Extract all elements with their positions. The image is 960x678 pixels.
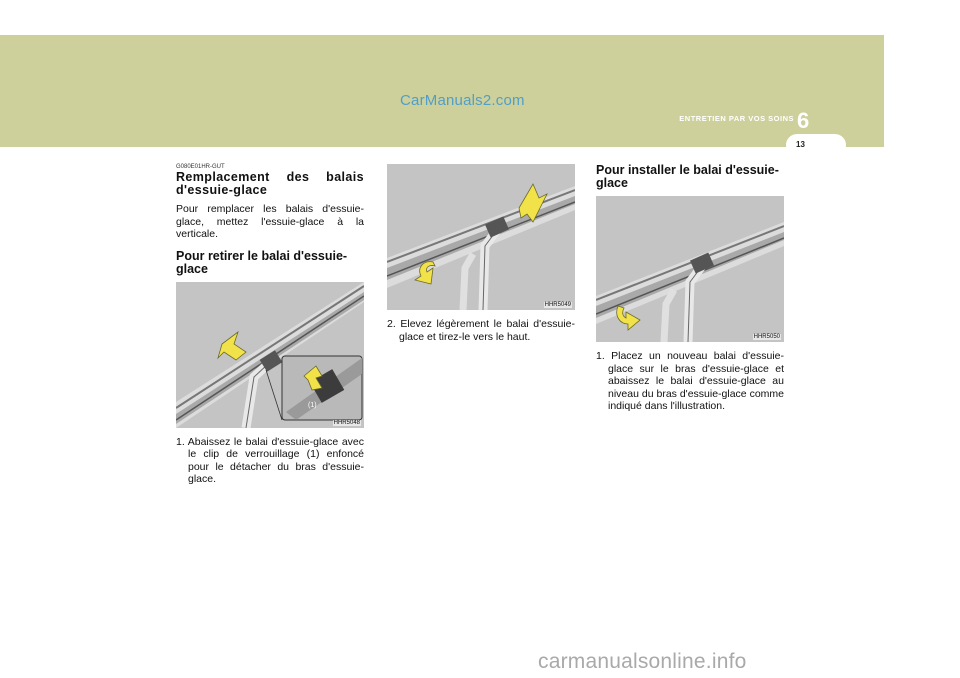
step-2-lift: 2. Elevez légèrement le balai d'essuie-glace et tirez-le vers le haut. xyxy=(387,318,575,343)
intro-paragraph: Pour remplacer les balais d'essuie-glace, mettez l'essuie-glace à la verticale. xyxy=(176,203,364,240)
figure-remove-blade xyxy=(176,282,364,428)
step-1-install: 1. Placez un nouveau balai d'essuie-glace sur le bras d'essuie-glace et abaissez le balai d'essuie-glace au niveau du bras d'essuie-glace comme indiqué dans l'illustration. xyxy=(596,350,784,412)
section-heading: Remplacement des balais d'essuie-glace xyxy=(176,170,364,197)
callout-label: (1) xyxy=(308,401,317,409)
watermark-link[interactable]: CarManuals2.com xyxy=(400,92,525,109)
section-code: G080E01HR-GUT xyxy=(176,164,225,170)
wiper-illustration xyxy=(387,164,575,310)
page-number: 13 xyxy=(796,140,805,149)
figure-code: HHR5049 xyxy=(544,302,571,308)
header-band xyxy=(0,35,884,147)
figure-code: HHR5048 xyxy=(333,419,360,426)
figure-install-blade xyxy=(596,196,784,342)
remove-subheading: Pour retirer le balai d'essuie-glace xyxy=(176,248,348,276)
page-number-tab xyxy=(786,134,846,156)
figure-code: HHR5050 xyxy=(753,334,780,340)
column-install-blade xyxy=(596,164,784,413)
wiper-illustration xyxy=(176,282,364,428)
step-1-remove: 1. Abaissez le balai d'essuie-glace avec le clip de verrouillage (1) enfoncé pour le détacher du bras d'essuie-glace. xyxy=(176,435,364,485)
column-lift-blade xyxy=(387,164,575,343)
wiper-illustration xyxy=(596,196,784,342)
column-remove-blade xyxy=(176,164,364,486)
install-heading: Pour installer le balai d'essuie-glace xyxy=(596,163,779,190)
chapter-number: 6 xyxy=(797,108,810,133)
section-title: ENTRETIEN PAR VOS SOINS xyxy=(679,114,794,123)
figure-lift-blade xyxy=(387,164,575,310)
footer-watermark[interactable]: carmanualsonline.info xyxy=(538,650,747,673)
